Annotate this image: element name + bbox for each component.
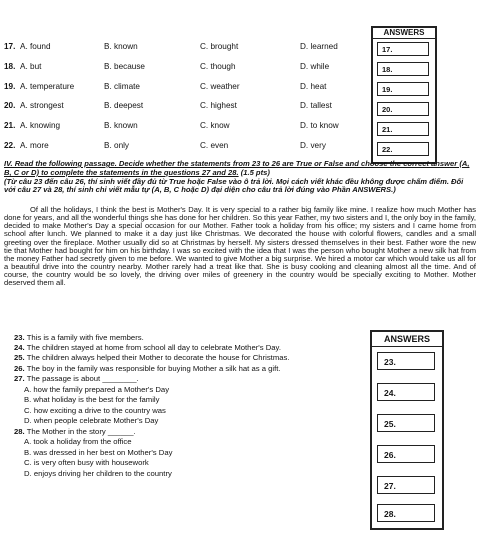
statement-25 bbox=[14, 353, 289, 362]
option-c: C. even bbox=[200, 141, 229, 150]
mcq-row bbox=[0, 121, 360, 135]
option-a: A. strongest bbox=[20, 101, 64, 110]
option-b: B. only bbox=[104, 141, 130, 150]
statement-text: The children stayed at home from school all day to celebrate Mother's Day. bbox=[26, 343, 281, 352]
option-c: C. though bbox=[200, 62, 236, 71]
answer-slot-19[interactable]: 19. bbox=[377, 82, 429, 96]
q27-option-c: C. how exciting a drive to the country was bbox=[24, 406, 166, 415]
option-a: A. but bbox=[20, 62, 42, 71]
q28-option-b: B. was dressed in her best on Mother's Day bbox=[24, 448, 173, 457]
answer-slot-27[interactable]: 27. bbox=[377, 476, 435, 494]
answer-slot-24[interactable]: 24. bbox=[377, 383, 435, 401]
option-a: A. temperature bbox=[20, 82, 75, 91]
answer-slot-22[interactable]: 22. bbox=[377, 142, 429, 156]
points-label: (1.5 pts) bbox=[240, 167, 270, 177]
statement-text: This is a family with five members. bbox=[26, 333, 144, 342]
q28-option-d: D. enjoys driving her children to the country bbox=[24, 469, 172, 478]
question-number: 21. bbox=[4, 121, 16, 130]
mcq-row bbox=[0, 82, 360, 96]
statement-text: The passage is about ________. bbox=[26, 374, 139, 383]
option-b: B. climate bbox=[104, 82, 140, 91]
statement-number: 27. bbox=[14, 374, 25, 383]
option-c: C. weather bbox=[200, 82, 240, 91]
statement-text: The boy in the family was responsible for buying Mother a silk hat as a gift. bbox=[26, 364, 281, 373]
question-number: 19. bbox=[4, 82, 16, 91]
mcq-row bbox=[0, 141, 360, 155]
q28-option-c: C. is very often busy with housework bbox=[24, 458, 149, 467]
question-number: 17. bbox=[4, 42, 16, 51]
option-a: A. knowing bbox=[20, 121, 61, 130]
answers-header: ANSWERS bbox=[372, 332, 442, 347]
question-number: 18. bbox=[4, 62, 16, 71]
option-d: D. very bbox=[300, 141, 326, 150]
statement-number: 24. bbox=[14, 343, 25, 352]
statement-27 bbox=[14, 374, 139, 383]
answer-slot-21[interactable]: 21. bbox=[377, 122, 429, 136]
option-a: A. found bbox=[20, 42, 51, 51]
passage-text: Of all the holidays, I think the best is Mother's Day. It is very special to a rather big family like mine. I realize how much Mother has done for years, and all the wonderful things she has done for her children. So this year Father, my two sisters and I, the only boy in the family, decided to make Mother's Day a special occasion for our Mother. Father took a holiday from his office; my sisters and I came home from school after lunch. We planned to make it a day just like Christmas. We decorated the house with colorful flowers, candles and a small greeting over the fireplace. Mother usually did so at Christmas by herself. My sisters dressed themselves in their best. Father wore the new tie that Mother had bought for him on his birthday. I was so excited with the idea that I was the person who bought Mother a new silk hat from the money Father had secretly given to me before. We wanted to give Mother a big surprise. We hired a motor car which would take us all for a beautiful drive into the country nearby. Mother rarely had a treat like that. She is busy cooking and cleaning almost all the time. And of course, the country would be so lovely, the driving over miles of greenery in the country would be specially exciting to Mother. Mother deserved them all. bbox=[4, 205, 476, 288]
answer-slot-23[interactable]: 23. bbox=[377, 352, 435, 370]
mcq-row bbox=[0, 42, 360, 56]
statement-number: 26. bbox=[14, 364, 25, 373]
answer-slot-20[interactable]: 20. bbox=[377, 102, 429, 116]
answer-slot-18[interactable]: 18. bbox=[377, 62, 429, 76]
option-d: D. learned bbox=[300, 42, 338, 51]
answers-box-top bbox=[371, 26, 437, 164]
statement-number: 28. bbox=[14, 427, 25, 436]
q28-option-a: A. took a holiday from the office bbox=[24, 437, 132, 446]
statement-number: 25. bbox=[14, 353, 25, 362]
mcq-row bbox=[0, 62, 360, 76]
statement-23 bbox=[14, 333, 144, 342]
question-number: 20. bbox=[4, 101, 16, 110]
option-d: D. while bbox=[300, 62, 330, 71]
statement-text: The Mother in the story ______. bbox=[26, 427, 136, 436]
instruction-vietnamese: (Từ câu 23 đến câu 26, thí sinh viết đầy đủ từ True hoặc False vào ô trả lời. Mọi cách viết khác đều không được chấm điểm. Đối với câu 27 và 28, thí sinh chỉ viết mẫu tự (A, B, C hoặc D) đại diện cho câu trả lời đúng vào Phần ANSWERS.) bbox=[4, 176, 464, 195]
option-c: C. brought bbox=[200, 42, 239, 51]
statement-number: 23. bbox=[14, 333, 25, 342]
q27-option-d: D. when people celebrate Mother's Day bbox=[24, 416, 159, 425]
answer-slot-17[interactable]: 17. bbox=[377, 42, 429, 56]
instruction-main: IV. Read the following passage. Decide whether the statements from 23 to 26 are True or False and choose the correct answer (A, B, C or D) to complete the statements in the questions 27 and 28. bbox=[4, 159, 470, 177]
q27-option-a: A. how the family prepared a Mother's Day bbox=[24, 385, 170, 394]
answers-box-bottom bbox=[370, 330, 444, 530]
option-b: B. known bbox=[104, 121, 138, 130]
statement-28 bbox=[14, 427, 136, 436]
option-d: D. to know bbox=[300, 121, 339, 130]
option-c: C. highest bbox=[200, 101, 237, 110]
option-d: D. heat bbox=[300, 82, 327, 91]
option-b: B. because bbox=[104, 62, 145, 71]
question-number: 22. bbox=[4, 141, 16, 150]
statement-26 bbox=[14, 364, 281, 373]
statement-text: The children always helped their Mother to decorate the house for Christmas. bbox=[26, 353, 290, 362]
option-b: B. known bbox=[104, 42, 138, 51]
option-a: A. more bbox=[20, 141, 49, 150]
option-b: B. deepest bbox=[104, 101, 144, 110]
answer-slot-28[interactable]: 28. bbox=[377, 504, 435, 522]
mcq-row bbox=[0, 101, 360, 115]
answer-slot-25[interactable]: 25. bbox=[377, 414, 435, 432]
q27-option-b: B. what holiday is the best for the family bbox=[24, 395, 160, 404]
option-c: C. know bbox=[200, 121, 230, 130]
section-instructions bbox=[4, 160, 476, 195]
answer-slot-26[interactable]: 26. bbox=[377, 445, 435, 463]
answers-header: ANSWERS bbox=[373, 28, 435, 39]
statement-24 bbox=[14, 343, 281, 352]
option-d: D. tallest bbox=[300, 101, 332, 110]
reading-passage bbox=[4, 206, 476, 288]
